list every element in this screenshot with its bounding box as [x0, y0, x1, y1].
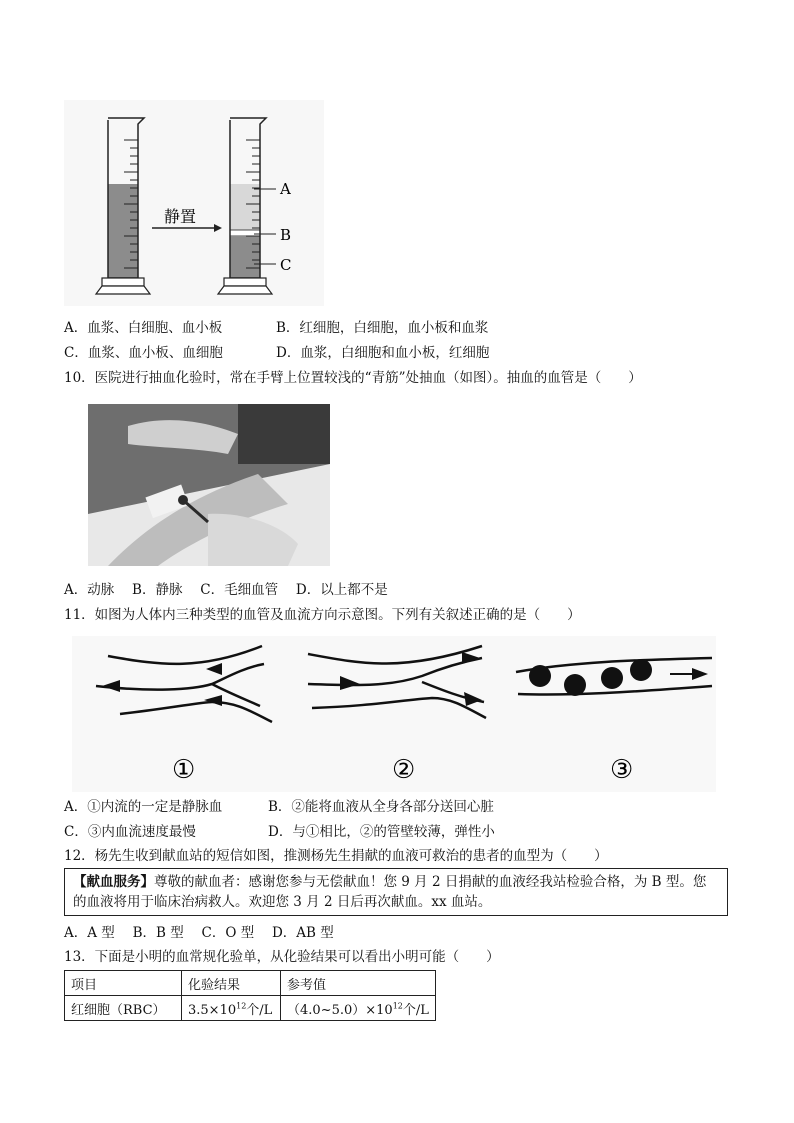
vessel-label-2: ②	[392, 755, 416, 785]
q12-stem: 12．杨先生收到献血站的短信如图，推测杨先生捐献的血液可救治的患者的血型为（ ）	[64, 848, 608, 864]
cylinder-figure	[64, 100, 324, 306]
settle-label: 静置	[164, 207, 197, 226]
layer-label-c: C	[280, 256, 292, 274]
header-reference: 参考值	[281, 971, 436, 996]
sms-box	[64, 868, 728, 916]
header-item: 项目	[65, 971, 182, 996]
cell-item: 红细胞（RBC）	[65, 996, 182, 1021]
cell-result: $3.5\times 10^{12}$个/L	[182, 996, 281, 1021]
q12-options: A．A 型 B．B 型 C．O 型 D．AB 型	[64, 925, 334, 941]
blood-draw-photo	[88, 404, 330, 566]
cell-reference: $(4.0\sim 5.0)\times 10^{12}$个/L	[281, 996, 436, 1021]
q11-option-c: C．③内血流速度最慢	[64, 824, 196, 840]
q9-option-b: B．红细胞，白细胞，血小板和血浆	[276, 320, 489, 336]
blood-cell	[564, 674, 586, 696]
blood-cell	[529, 665, 551, 687]
blood-cell	[630, 659, 652, 681]
sms-line-2: 的血液将用于临床治病救人。欢迎您 3 月 2 日后再次献血。xx 血站。	[73, 894, 492, 910]
sms-line-1: 【献血服务】尊敬的献血者：感谢您参与无偿献血！您 9 月 2 日捐献的血液经我站检验合格，为 B 型。您	[73, 874, 707, 890]
q10-options: A．动脉 B．静脉 C．毛细血管 D．以上都不是	[64, 582, 388, 598]
vessel-label-1: ①	[172, 755, 196, 785]
vessel-label-3: ③	[610, 755, 634, 785]
q11-stem: 11．如图为人体内三种类型的血管及血流方向示意图。下列有关叙述正确的是（ ）	[64, 607, 581, 623]
header-result: 化验结果	[182, 971, 281, 996]
table-row	[65, 996, 436, 1021]
q9-option-a: A．血浆、白细胞、血小板	[64, 320, 223, 336]
q10-stem: 10．医院进行抽血化验时，常在手臂上位置较浅的“青筋”处抽血（如图）。抽血的血管是（ ）	[64, 370, 642, 386]
vessel-diagram	[72, 636, 716, 792]
layer-label-a: A	[280, 180, 291, 198]
blood-cell	[601, 667, 623, 689]
lab-report-table	[64, 970, 436, 1021]
table-header-row	[65, 971, 436, 996]
q11-option-b: B．②能将血液从全身各部分送回心脏	[268, 799, 494, 815]
q13-stem: 13．下面是小明的血常规化验单，从化验结果可以看出小明可能（ ）	[64, 949, 500, 965]
q9-option-d: D．血浆，白细胞和血小板，红细胞	[276, 345, 490, 361]
sms-title: 【献血服务】	[73, 874, 154, 890]
q11-option-d: D．与①相比，②的管壁较薄，弹性小	[268, 824, 495, 840]
q9-option-c: C．血浆、血小板、血细胞	[64, 345, 223, 361]
layer-label-b: B	[280, 226, 292, 244]
q11-option-a: A．①内流的一定是静脉血	[64, 799, 223, 815]
